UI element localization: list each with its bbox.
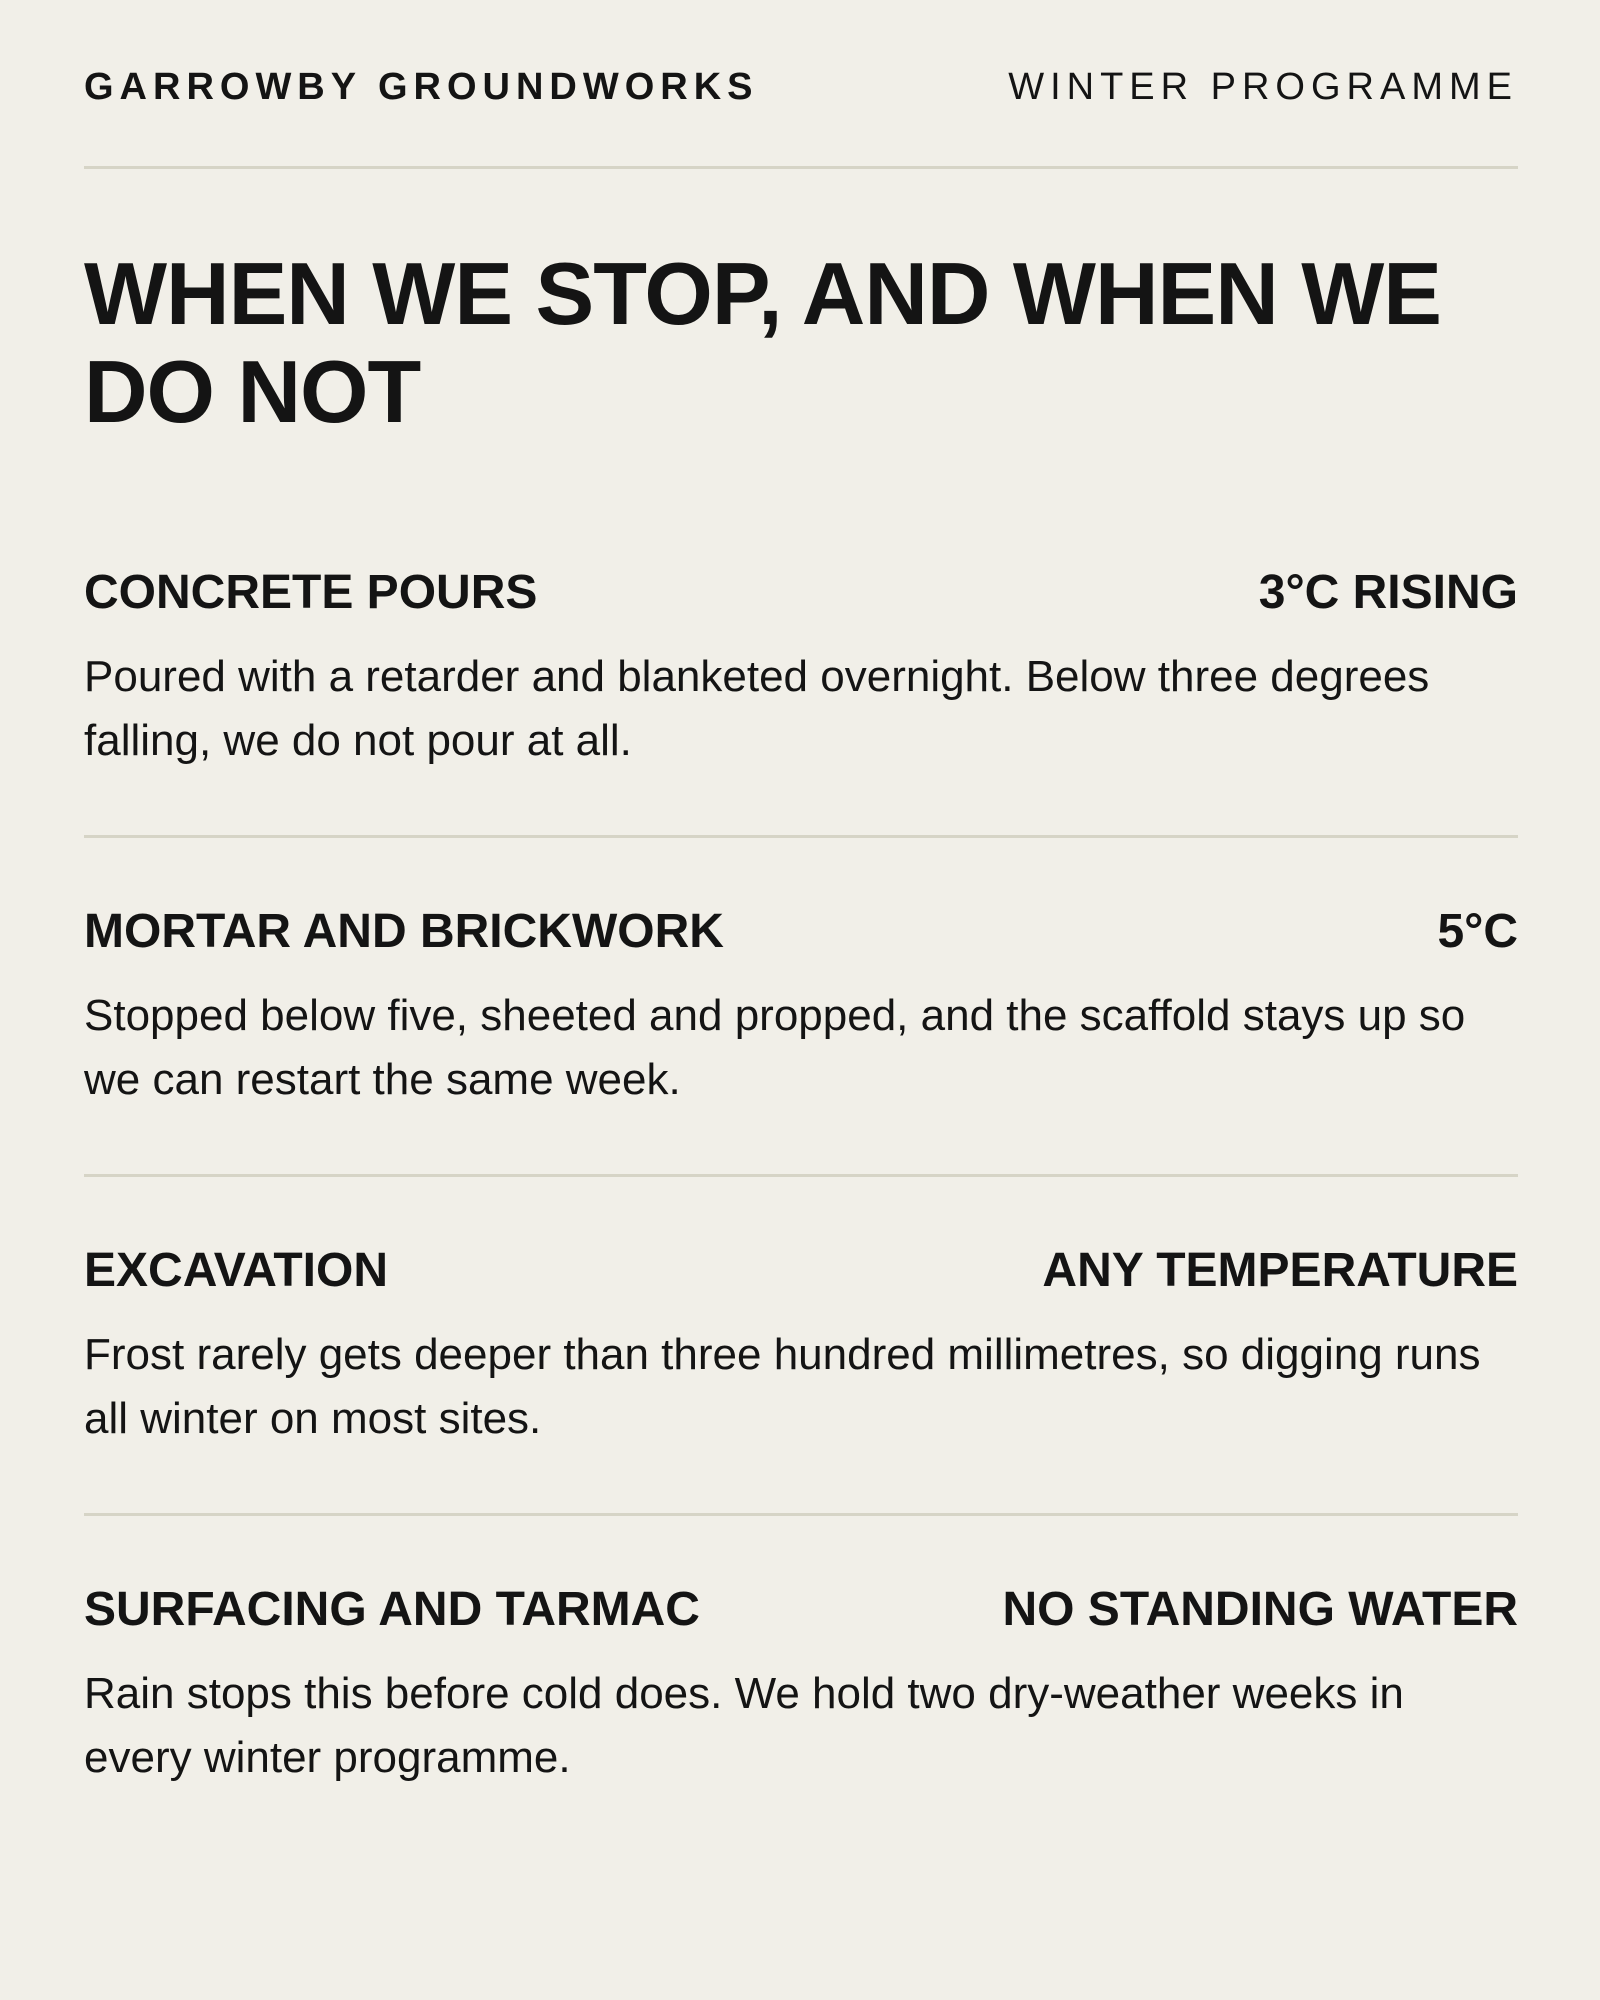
rule-name: MORTAR AND BRICKWORK [84,905,724,958]
header [84,0,1518,169]
rule-condition: 3°C RISING [1258,566,1518,619]
page-title: WHEN WE STOP, AND WHEN WE DO NOT [84,244,1441,441]
rule-excavation [84,1243,1518,1516]
rules-list [84,565,1518,1852]
rule-header [84,565,1518,621]
rule-description: Poured with a retarder and blanketed overnight. Below three degrees falling, we do not pour at all. [84,652,1430,765]
programme-label: WINTER PROGRAMME [1008,65,1518,108]
rule-concrete-pours [84,565,1518,838]
rule-condition: NO STANDING WATER [1002,1583,1518,1636]
rule-name: SURFACING AND TARMAC [84,1583,700,1636]
rule-surfacing-tarmac [84,1582,1518,1852]
rule-condition: 5°C [1437,905,1518,958]
rule-name: EXCAVATION [84,1244,389,1297]
page [84,0,1518,1918]
rule-mortar-brickwork [84,904,1518,1177]
rule-condition: ANY TEMPERATURE [1042,1244,1518,1297]
rule-description: Frost rarely gets deeper than three hundred millimetres, so digging runs all winter on most sites. [84,1330,1481,1443]
rule-header [84,1582,1518,1638]
rule-name: CONCRETE POURS [84,566,538,619]
rule-description: Stopped below five, sheeted and propped, and the scaffold stays up so we can restart the same week. [84,991,1466,1104]
brand-name: GARROWBY GROUNDWORKS [84,65,759,108]
rule-header [84,904,1518,960]
rule-header [84,1243,1518,1299]
rule-description: Rain stops this before cold does. We hold two dry-weather weeks in every winter programme. [84,1669,1404,1782]
